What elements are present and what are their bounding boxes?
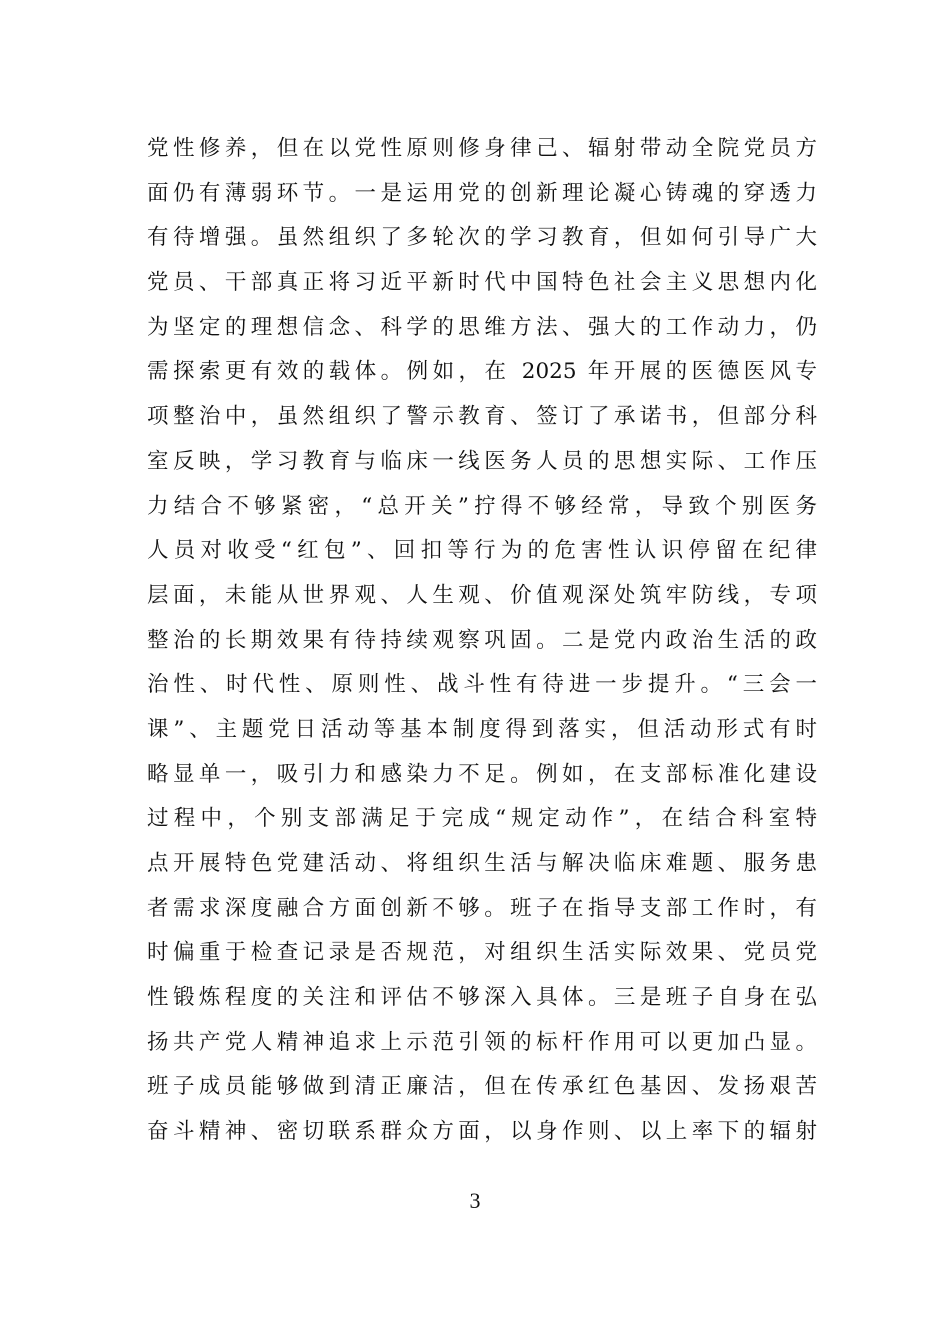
body-text [147,127,817,1155]
text-line: 项整治中，虽然组织了警示教育、签订了承诺书，但部分科 [147,404,817,430]
text-line: 有待增强。虽然组织了多轮次的学习教育，但如何引导广大 [147,225,817,251]
text-line: 需探索更有效的载体。例如，在 2025 年开展的医德医风专 [147,359,817,385]
text-line: 整治的长期效果有待持续观察巩固。二是党内政治生活的政 [147,627,817,653]
text-line: 室反映，学习教育与临床一线医务人员的思想实际、工作压 [147,448,817,474]
text-line: 扬共产党人精神追求上示范引领的标杆作用可以更加凸显。 [147,1029,817,1055]
text-line: 过程中，个别支部满足于完成“规定动作”，在结合科室特 [147,806,817,832]
text-line: 课”、主题党日活动等基本制度得到落实，但活动形式有时 [147,716,817,742]
text-line: 面仍有薄弱环节。一是运用党的创新理论凝心铸魂的穿透力 [147,180,817,206]
text-line: 力结合不够紧密，“总开关”拧得不够经常，导致个别医务 [147,493,817,519]
text-line: 为坚定的理想信念、科学的思维方法、强大的工作动力，仍 [147,314,817,340]
text-line: 奋斗精神、密切联系群众方面，以身作则、以上率下的辐射 [147,1119,817,1145]
text-line: 略显单一，吸引力和感染力不足。例如，在支部标准化建设 [147,761,817,787]
page-number: 3 [469,1188,481,1213]
text-line: 班子成员能够做到清正廉洁，但在传承红色基因、发扬艰苦 [147,1074,817,1100]
text-line: 点开展特色党建活动、将组织生活与解决临床难题、服务患 [147,851,817,876]
text-line: 层面，未能从世界观、人生观、价值观深处筑牢防线，专项 [147,582,817,608]
text-line: 时偏重于检查记录是否规范，对组织生活实际效果、党员党 [147,940,817,966]
text-line: 党性修养，但在以党性原则修身律己、辐射带动全院党员方 [147,136,817,161]
text-line: 人员对收受“红包”、回扣等行为的危害性认识停留在纪律 [147,538,817,564]
text-line: 者需求深度融合方面创新不够。班子在指导支部工作时，有 [147,895,817,921]
text-line: 党员、干部真正将习近平新时代中国特色社会主义思想内化 [147,270,817,296]
text-line: 治性、时代性、原则性、战斗性有待进一步提升。“三会一 [147,672,817,698]
text-line: 性锻炼程度的关注和评估不够深入具体。三是班子自身在弘 [147,985,817,1011]
